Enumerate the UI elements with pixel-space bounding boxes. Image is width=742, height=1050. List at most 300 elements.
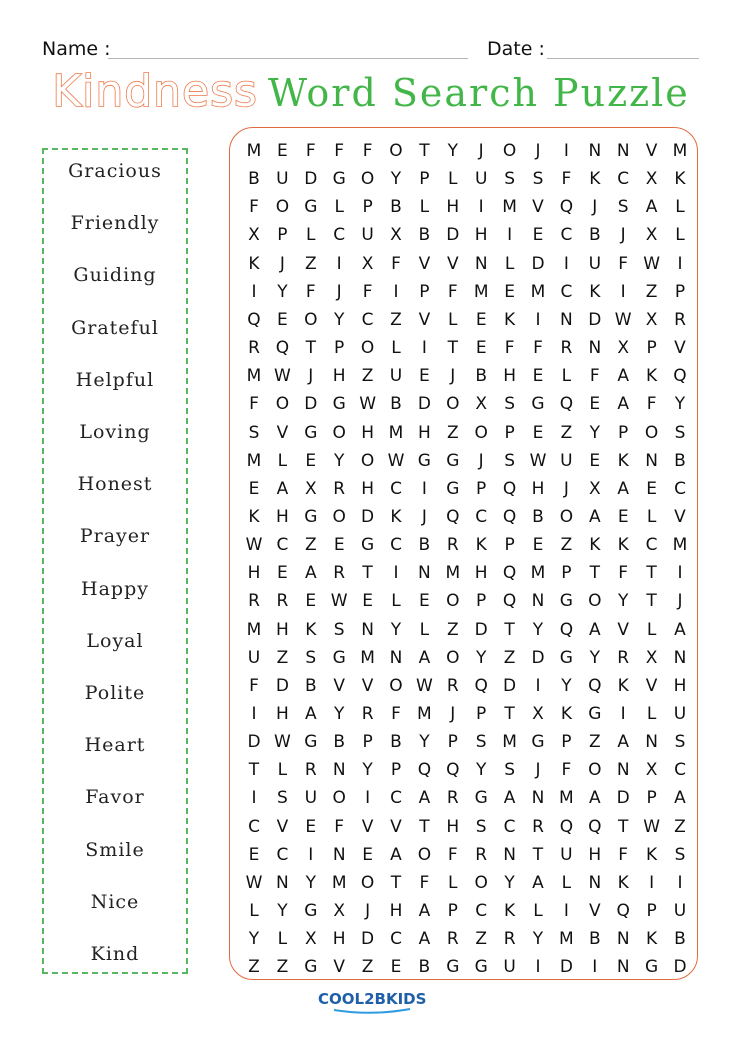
grid-letter: J: [279, 253, 285, 274]
grid-letter: T: [419, 141, 430, 161]
date-label: Date :: [487, 38, 545, 60]
grid-letter: P: [277, 225, 288, 246]
grid-letter: B: [588, 225, 601, 246]
grid-letter: N: [418, 563, 431, 584]
grid-letter: M: [530, 563, 546, 584]
grid-letter: F: [334, 141, 345, 161]
grid-letter: W: [245, 535, 263, 556]
grid-letter: R: [446, 788, 459, 809]
grid-letter: G: [588, 704, 602, 724]
grid-letter: S: [333, 619, 345, 640]
grid-letter: J: [421, 506, 427, 527]
grid-letter: M: [445, 563, 461, 584]
grid-letter: C: [390, 535, 402, 556]
grid-letter: N: [276, 872, 289, 893]
grid-letter: B: [475, 366, 488, 387]
grid-letter: M: [246, 619, 262, 640]
grid-letter: Y: [475, 647, 487, 668]
grid-letter: D: [417, 394, 431, 415]
grid-letter: D: [559, 957, 573, 978]
grid-letter: Y: [532, 619, 544, 640]
grid-letter: F: [362, 141, 373, 161]
grid-letter: I: [677, 253, 683, 274]
grid-letter: B: [304, 675, 317, 696]
grid-letter: F: [249, 394, 259, 415]
grid-letter: X: [588, 478, 601, 499]
grid-letter: N: [616, 929, 630, 950]
name-line[interactable]: [108, 58, 468, 59]
grid-letter: Z: [560, 422, 573, 443]
grid-letter: P: [476, 591, 487, 612]
grid-letter: Q: [673, 366, 687, 387]
grid-letter: G: [304, 506, 318, 527]
grid-letter: X: [304, 929, 317, 950]
grid-letter: G: [446, 478, 460, 499]
grid-letter: Q: [502, 591, 517, 612]
title-kindness: Kindness: [52, 66, 258, 117]
grid-letter: P: [447, 732, 458, 753]
word-item: Smile: [85, 838, 145, 861]
grid-letter: Y: [589, 647, 600, 668]
grid-letter: E: [305, 591, 317, 612]
grid-letter: Y: [390, 169, 402, 190]
grid-letter: H: [247, 563, 261, 584]
grid-letter: N: [474, 253, 488, 274]
grid-letter: M: [473, 281, 489, 302]
grid-letter: B: [532, 506, 544, 527]
grid-letter: H: [361, 422, 374, 443]
grid-letter: N: [673, 647, 687, 668]
grid-letter: F: [646, 394, 657, 415]
grid-letter: U: [588, 253, 602, 274]
grid-letter: T: [646, 563, 657, 584]
grid-letter: N: [361, 619, 374, 640]
grid-letter: G: [361, 535, 375, 556]
grid-letter: G: [531, 732, 545, 753]
grid-letter: E: [333, 535, 345, 556]
grid-letter: G: [531, 394, 545, 415]
grid-letter: M: [530, 281, 546, 302]
grid-letter: A: [617, 732, 629, 753]
grid-letter: Z: [503, 647, 516, 668]
grid-letter: K: [305, 619, 317, 640]
grid-letter: L: [334, 197, 344, 218]
grid-letter: E: [646, 478, 657, 499]
grid-letter: Z: [276, 647, 289, 668]
word-item: Friendly: [70, 212, 160, 235]
grid-letter: V: [276, 422, 289, 443]
grid-letter: G: [474, 788, 488, 809]
grid-letter: Y: [333, 450, 345, 471]
grid-letter: W: [415, 675, 433, 696]
grid-letter: I: [563, 141, 569, 161]
grid-letter: C: [390, 929, 402, 950]
grid-letter: M: [388, 422, 404, 443]
grid-letter: K: [248, 253, 260, 274]
grid-letter: Q: [502, 478, 517, 499]
grid-letter: F: [447, 844, 458, 865]
word-item: Honest: [77, 473, 153, 496]
grid-letter: S: [504, 169, 515, 190]
grid-letter: V: [390, 816, 402, 837]
grid-letter: Y: [390, 619, 402, 640]
grid-letter: J: [365, 901, 371, 922]
grid-letter: S: [475, 816, 487, 837]
grid-letter: I: [421, 478, 427, 499]
grid-letter: B: [418, 957, 431, 978]
grid-letter: Y: [475, 760, 487, 781]
grid-letter: F: [362, 281, 373, 302]
grid-letter: Y: [419, 732, 430, 753]
grid-letter: Z: [304, 253, 317, 274]
grid-letter: E: [277, 309, 288, 330]
grid-letter: T: [419, 816, 430, 837]
grid-letter: L: [448, 169, 458, 190]
grid-letter: O: [360, 450, 375, 471]
grid-letter: H: [275, 704, 289, 724]
grid-letter: B: [390, 197, 402, 218]
grid-letter: P: [390, 760, 402, 781]
grid-letter: E: [532, 535, 544, 556]
grid-letter: E: [532, 366, 544, 387]
grid-letter: A: [674, 788, 686, 809]
grid-letter: E: [532, 225, 544, 246]
word-item: Nice: [90, 890, 140, 913]
grid-letter: A: [588, 619, 601, 640]
grid-letter: I: [393, 281, 399, 302]
grid-letter: E: [419, 591, 430, 612]
grid-letter: T: [305, 338, 316, 359]
grid-letter: H: [275, 506, 289, 527]
grid-letter: E: [277, 141, 288, 161]
grid-letter: I: [251, 281, 257, 302]
grid-letter: N: [560, 309, 573, 330]
grid-letter: Q: [559, 197, 574, 218]
grid-letter: I: [365, 788, 371, 809]
grid-letter: C: [248, 816, 260, 837]
grid-letter: H: [275, 619, 289, 640]
grid-letter: K: [504, 309, 516, 330]
grid-letter: L: [646, 704, 657, 724]
grid-letter: Z: [248, 957, 260, 978]
grid-letter: L: [561, 366, 572, 387]
grid-letter: F: [419, 872, 430, 893]
grid-letter: S: [674, 732, 686, 753]
grid-letter: I: [535, 957, 541, 978]
grid-letter: I: [251, 788, 257, 809]
grid-letter: V: [645, 675, 658, 696]
word-item: Happy: [81, 577, 149, 600]
grid-letter: W: [273, 732, 291, 753]
grid-letter: G: [304, 422, 318, 443]
grid-letter: X: [645, 225, 658, 246]
grid-letter: D: [474, 619, 488, 640]
grid-letter: R: [503, 929, 516, 950]
grid-letter: I: [677, 872, 683, 893]
grid-letter: P: [419, 281, 430, 302]
grid-letter: D: [304, 169, 318, 190]
grid-letter: L: [306, 225, 316, 246]
grid-letter: W: [529, 450, 547, 471]
grid-letter: T: [589, 563, 600, 584]
grid-letter: I: [592, 957, 598, 978]
grid-letter: O: [417, 844, 432, 865]
grid-letter: W: [387, 450, 405, 471]
grid-letter: Q: [588, 816, 602, 837]
grid-letter: F: [561, 760, 572, 781]
grid-letter: Y: [674, 394, 686, 415]
grid-letter: P: [476, 704, 487, 724]
grid-letter: Y: [333, 309, 345, 330]
grid-letter: A: [645, 197, 658, 218]
title-word-search-puzzle: Word Search Puzzle: [267, 71, 690, 115]
grid-letter: O: [588, 591, 602, 612]
grid-letter: F: [618, 844, 629, 865]
grid-letter: V: [674, 506, 686, 527]
grid-letter: U: [560, 450, 573, 471]
grid-letter: X: [248, 225, 260, 246]
grid-letter: K: [646, 366, 658, 387]
grid-letter: O: [588, 760, 602, 781]
grid-letter: G: [304, 197, 318, 218]
grid-letter: P: [476, 478, 487, 499]
grid-letter: Y: [447, 141, 458, 161]
grid-letter: T: [362, 563, 373, 584]
grid-letter: F: [618, 563, 629, 584]
grid-letter: L: [391, 591, 401, 612]
grid-letter: D: [588, 309, 602, 330]
grid-letter: F: [249, 675, 259, 696]
grid-letter: L: [391, 338, 401, 359]
word-item: Kind: [90, 943, 140, 965]
grid-letter: X: [333, 901, 346, 922]
grid-letter: K: [390, 506, 402, 527]
grid-letter: C: [560, 281, 573, 302]
grid-letter: H: [417, 422, 431, 443]
grid-letter: T: [504, 619, 515, 640]
grid-letter: X: [390, 225, 402, 246]
grid-letter: E: [532, 422, 544, 443]
word-item: Helpful: [75, 368, 155, 391]
grid-letter: O: [502, 141, 517, 161]
grid-letter: S: [532, 169, 544, 190]
grid-letter: E: [305, 816, 317, 837]
grid-letter: N: [531, 591, 545, 612]
grid-letter: H: [503, 366, 516, 387]
grid-letter: Y: [277, 901, 288, 922]
grid-letter: Y: [504, 872, 515, 893]
grid-letter: H: [332, 929, 346, 950]
grid-letter: X: [475, 394, 488, 415]
grid-letter: Y: [589, 422, 600, 443]
grid-letter: J: [450, 704, 456, 724]
grid-letter: Z: [390, 309, 402, 330]
grid-letter: C: [276, 535, 289, 556]
grid-letter: P: [618, 422, 629, 443]
grid-letter: C: [560, 225, 573, 246]
grid-letter: L: [419, 197, 430, 218]
grid-letter: Z: [560, 535, 573, 556]
grid-letter: R: [446, 929, 459, 950]
grid-letter: R: [560, 338, 573, 359]
grid-letter: A: [617, 478, 629, 499]
grid-letter: F: [391, 253, 401, 274]
grid-letter: K: [617, 675, 629, 696]
grid-letter: I: [336, 253, 342, 274]
date-line[interactable]: [547, 58, 699, 59]
grid-letter: W: [245, 872, 263, 893]
grid-letter: T: [617, 816, 629, 837]
grid-letter: M: [417, 704, 432, 724]
grid-letter: P: [362, 197, 373, 218]
grid-letter: N: [588, 872, 602, 893]
name-label: Name :: [42, 38, 111, 60]
grid-letter: N: [588, 141, 602, 161]
grid-letter: G: [332, 647, 346, 668]
grid-letter: U: [503, 957, 516, 978]
grid-letter: R: [248, 591, 260, 612]
grid-letter: F: [447, 281, 458, 302]
grid-letter: O: [446, 394, 460, 415]
grid-letter: Z: [304, 535, 317, 556]
grid-letter: V: [588, 901, 601, 922]
grid-letter: S: [504, 760, 515, 781]
grid-letter: L: [419, 619, 430, 640]
grid-letter: Z: [446, 422, 459, 443]
grid-letter: D: [361, 929, 375, 950]
grid-letter: P: [447, 901, 458, 922]
grid-letter: I: [421, 338, 427, 359]
grid-letter: I: [251, 704, 257, 724]
grid-letter: L: [277, 929, 288, 950]
grid-letter: G: [446, 450, 460, 471]
grid-letter: X: [645, 309, 658, 330]
grid-letter: W: [330, 591, 348, 612]
word-item: Loving: [79, 421, 151, 443]
grid-letter: V: [276, 816, 289, 837]
grid-letter: D: [361, 506, 375, 527]
grid-letter: M: [331, 872, 347, 893]
grid-letter: U: [247, 647, 261, 668]
grid-letter: K: [617, 535, 629, 556]
grid-letter: S: [674, 422, 686, 443]
grid-letter: K: [560, 704, 572, 724]
word-item: Loyal: [86, 629, 144, 652]
grid-letter: I: [620, 281, 626, 302]
grid-letter: L: [646, 619, 657, 640]
grid-letter: E: [362, 844, 373, 865]
grid-letter: P: [504, 535, 515, 556]
grid-letter: R: [674, 309, 686, 330]
grid-letter: Z: [361, 366, 374, 387]
grid-letter: V: [617, 619, 629, 640]
grid-letter: M: [672, 141, 688, 161]
grid-letter: O: [389, 141, 403, 161]
grid-letter: B: [418, 225, 431, 246]
grid-letter: K: [674, 169, 686, 190]
grid-letter: L: [675, 225, 685, 246]
page-title: [0, 66, 742, 117]
grid-letter: J: [563, 478, 569, 499]
grid-letter: I: [478, 197, 484, 218]
grid-letter: F: [249, 197, 259, 218]
grid-letter: O: [304, 309, 318, 330]
grid-letter: X: [645, 169, 658, 190]
grid-letter: Y: [362, 760, 373, 781]
grid-letter: U: [673, 901, 687, 922]
grid-letter: O: [275, 394, 290, 415]
grid-letter: K: [646, 929, 658, 950]
grid-letter: Y: [532, 929, 544, 950]
grid-letter: L: [448, 309, 458, 330]
grid-letter: I: [649, 872, 655, 893]
grid-letter: Y: [617, 591, 629, 612]
grid-letter: L: [504, 253, 515, 274]
grid-letter: X: [304, 478, 317, 499]
grid-letter: O: [474, 422, 488, 443]
grid-letter: O: [644, 422, 659, 443]
grid-letter: D: [247, 732, 261, 753]
grid-letter: E: [419, 366, 430, 387]
grid-letter: N: [645, 450, 658, 471]
grid-letter: Y: [561, 675, 572, 696]
grid-letter: G: [304, 732, 318, 753]
grid-letter: E: [248, 478, 260, 499]
word-list-box: [42, 148, 188, 974]
grid-letter: O: [360, 169, 375, 190]
grid-letter: W: [359, 394, 376, 415]
grid-letter: F: [305, 141, 316, 161]
grid-letter: P: [362, 732, 373, 753]
grid-letter: R: [446, 675, 459, 696]
grid-letter: Q: [616, 901, 630, 922]
grid-letter: S: [276, 788, 288, 809]
grid-letter: R: [532, 816, 544, 837]
grid-letter: Q: [502, 506, 517, 527]
grid-letter: H: [588, 844, 602, 865]
grid-letter: C: [645, 535, 658, 556]
grid-letter: E: [305, 450, 317, 471]
grid-letter: C: [475, 901, 488, 922]
grid-letter: T: [447, 338, 458, 359]
grid-letter: D: [275, 675, 289, 696]
grid-letter: V: [446, 253, 459, 274]
grid-letter: H: [361, 478, 374, 499]
grid-letter: S: [504, 450, 515, 471]
grid-letter: A: [276, 478, 289, 499]
grid-letter: A: [617, 394, 629, 415]
grid-letter: O: [360, 338, 375, 359]
grid-letter: J: [535, 760, 541, 781]
grid-letter: G: [645, 957, 659, 978]
grid-letter: B: [674, 929, 686, 950]
grid-letter: H: [474, 563, 488, 584]
grid-letter: A: [418, 929, 431, 950]
word-item: Grateful: [71, 316, 159, 339]
grid-letter: V: [333, 675, 345, 696]
word-item: Heart: [84, 734, 146, 757]
grid-letter: Q: [446, 506, 460, 527]
grid-letter: R: [276, 591, 289, 612]
grid-letter: N: [332, 844, 346, 865]
grid-letter: W: [643, 816, 660, 837]
grid-letter: F: [618, 253, 629, 274]
grid-letter: B: [248, 169, 260, 190]
grid-letter: F: [504, 338, 515, 359]
grid-letter: L: [249, 901, 259, 922]
grid-letter: U: [361, 225, 374, 246]
grid-letter: F: [391, 704, 401, 724]
